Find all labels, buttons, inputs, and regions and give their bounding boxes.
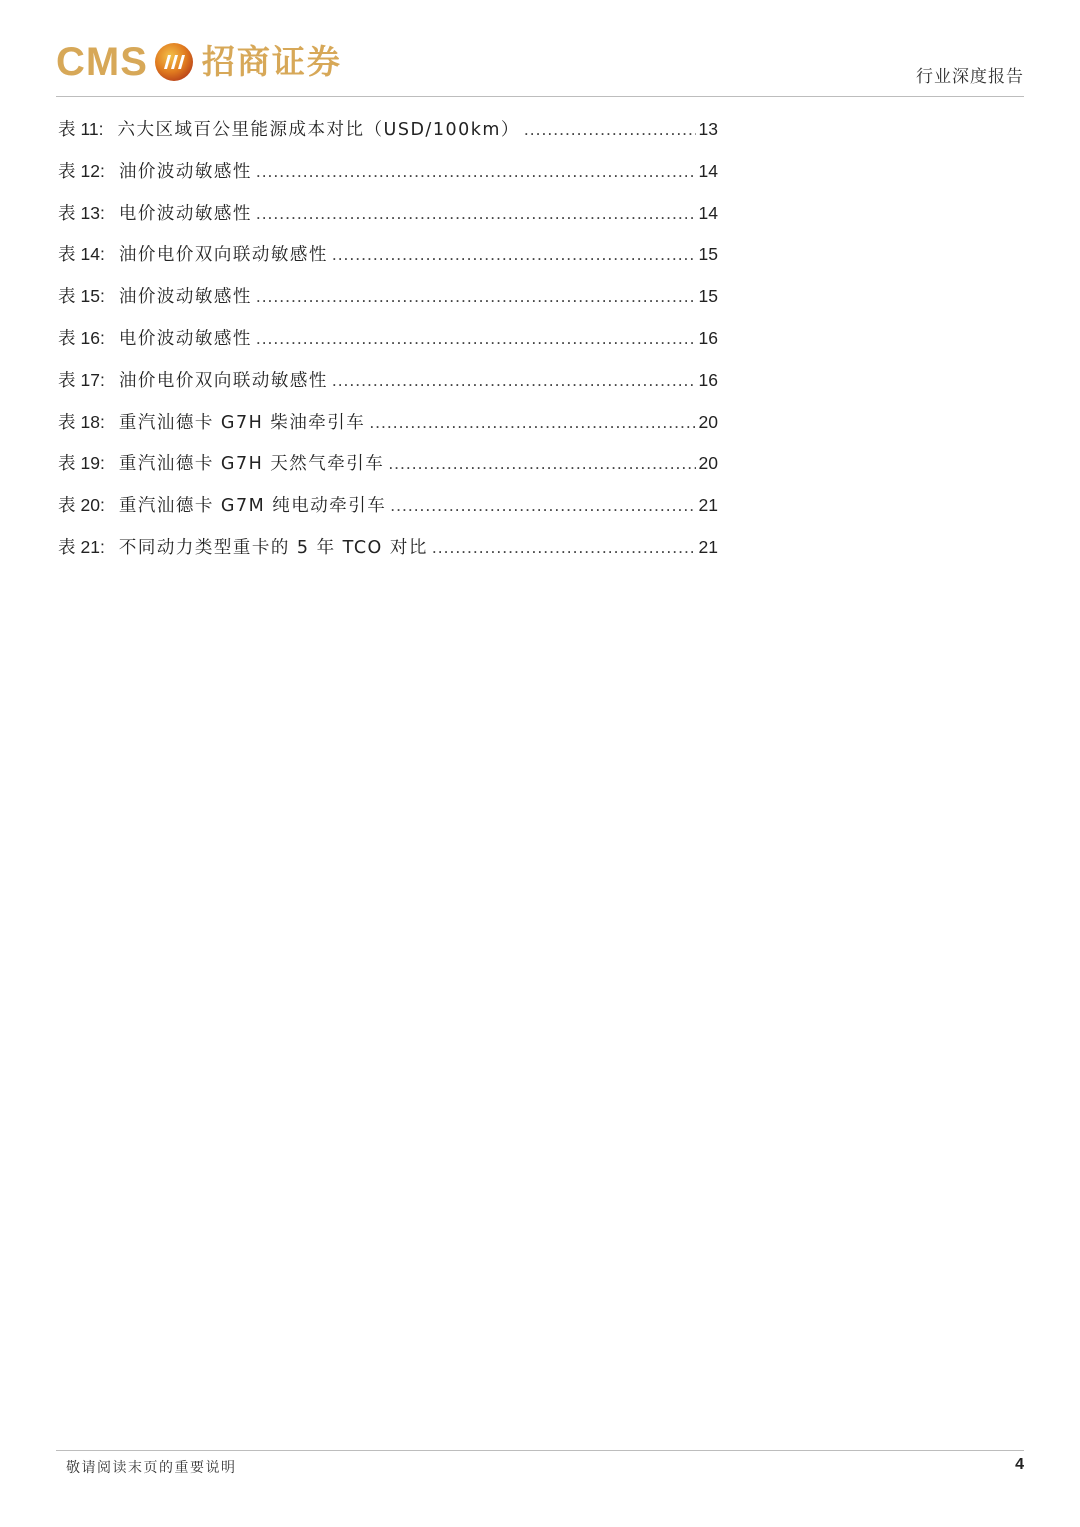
- toc-entry-page: 15: [698, 244, 718, 265]
- toc-entry-label: [58, 241, 105, 266]
- toc-entry-number: 11:: [80, 119, 104, 139]
- cms-logo: [56, 36, 342, 88]
- toc-entry-title: 油价电价双向联动敏感性: [118, 370, 328, 391]
- toc-dot-leader: [256, 161, 696, 182]
- toc-entry-label: [58, 450, 105, 475]
- toc-entry-title: 油价波动敏感性: [118, 287, 252, 308]
- toc-entry[interactable]: [58, 367, 718, 409]
- toc-entry-number: 12:: [80, 160, 105, 181]
- report-type: 行业深度报告: [916, 67, 1024, 87]
- table-of-contents: [58, 116, 718, 576]
- page-header: [56, 36, 1024, 96]
- toc-entry[interactable]: [58, 158, 718, 200]
- toc-entry-label: [58, 158, 105, 183]
- toc-entry-label: [58, 283, 105, 308]
- toc-dot-leader: [432, 537, 696, 558]
- toc-entry-prefix: 表: [58, 370, 77, 391]
- toc-entry-prefix: 表: [58, 161, 77, 182]
- toc-entry-number: 18:: [80, 411, 105, 432]
- toc-dot-leader: [256, 286, 696, 307]
- toc-entry-label: [58, 367, 105, 392]
- toc-entry-number: 21:: [80, 536, 105, 557]
- toc-entry-prefix: 表: [58, 454, 77, 475]
- toc-entry-page: 16: [698, 327, 718, 348]
- footer-disclaimer: 敬请阅读末页的重要说明: [66, 1460, 237, 1476]
- toc-entry-title: 重汽汕德卡 G7H 柴油牵引车: [118, 412, 366, 433]
- toc-entry-title: 油价电价双向联动敏感性: [118, 245, 328, 266]
- toc-dot-leader: [390, 495, 696, 516]
- toc-entry[interactable]: [58, 325, 718, 367]
- toc-entry-number: 15:: [80, 286, 105, 307]
- toc-dot-leader: [256, 203, 696, 224]
- toc-entry-label: [58, 492, 105, 517]
- toc-entry-page: 21: [698, 536, 718, 557]
- logo-emblem-icon: [154, 42, 194, 82]
- toc-entry-prefix: 表: [58, 203, 77, 224]
- toc-dot-leader: [332, 370, 696, 391]
- logo-latin-text: CMS: [56, 40, 148, 84]
- toc-entry[interactable]: [58, 409, 718, 451]
- toc-entry-title: 重汽汕德卡 G7M 纯电动牵引车: [118, 496, 387, 517]
- toc-entry[interactable]: [58, 450, 718, 492]
- toc-entry-page: 16: [698, 369, 718, 390]
- toc-entry-title: 不同动力类型重卡的 5 年 TCO 对比: [118, 537, 428, 558]
- toc-dot-leader: [369, 412, 696, 433]
- toc-entry-page: 13: [698, 119, 718, 139]
- toc-entry-number: 13:: [80, 202, 105, 223]
- toc-entry-page: 14: [698, 160, 718, 181]
- toc-entry-prefix: 表: [58, 287, 77, 308]
- header-divider: [56, 96, 1024, 97]
- toc-dot-leader: [256, 328, 696, 349]
- toc-entry-label: [58, 534, 105, 559]
- footer-divider: [56, 1450, 1024, 1451]
- toc-entry-title: 重汽汕德卡 G7H 天然气牵引车: [118, 454, 385, 475]
- toc-entry[interactable]: [58, 200, 718, 242]
- toc-entry-prefix: 表: [58, 245, 77, 266]
- toc-entry[interactable]: [58, 116, 718, 158]
- toc-entry-prefix: 表: [58, 328, 77, 349]
- toc-entry-number: 20:: [80, 495, 105, 516]
- toc-entry-page: 21: [698, 495, 718, 516]
- toc-entry-title: 电价波动敏感性: [118, 203, 252, 224]
- toc-entry-number: 16:: [80, 327, 105, 348]
- toc-entry-prefix: 表: [58, 537, 77, 558]
- toc-entry-prefix: 表: [58, 496, 77, 517]
- toc-entry[interactable]: [58, 241, 718, 283]
- toc-entry-label: [58, 325, 105, 350]
- toc-dot-leader: [524, 119, 696, 140]
- toc-entry-page: 20: [698, 453, 718, 474]
- toc-entry-title: 电价波动敏感性: [118, 328, 252, 349]
- toc-entry-prefix: 表: [58, 120, 77, 140]
- toc-entry[interactable]: [58, 283, 718, 325]
- toc-entry-number: 17:: [80, 369, 105, 390]
- toc-entry-prefix: 表: [58, 412, 77, 433]
- toc-entry-label: [58, 116, 104, 141]
- toc-entry-label: [58, 409, 105, 434]
- toc-entry[interactable]: [58, 534, 718, 576]
- toc-entry-label: [58, 200, 105, 225]
- toc-entry-title: 六大区域百公里能源成本对比（USD/100km）: [117, 120, 520, 140]
- toc-entry-page: 20: [698, 411, 718, 432]
- page-number: 4: [1015, 1456, 1024, 1473]
- toc-dot-leader: [388, 453, 696, 474]
- toc-dot-leader: [332, 244, 696, 265]
- toc-entry-page: 14: [698, 202, 718, 223]
- toc-entry[interactable]: [58, 492, 718, 534]
- toc-entry-number: 19:: [80, 453, 105, 474]
- toc-entry-page: 15: [698, 286, 718, 307]
- toc-entry-title: 油价波动敏感性: [118, 161, 252, 182]
- logo-chinese-text: 招商证券: [201, 42, 342, 81]
- toc-entry-number: 14:: [80, 244, 105, 265]
